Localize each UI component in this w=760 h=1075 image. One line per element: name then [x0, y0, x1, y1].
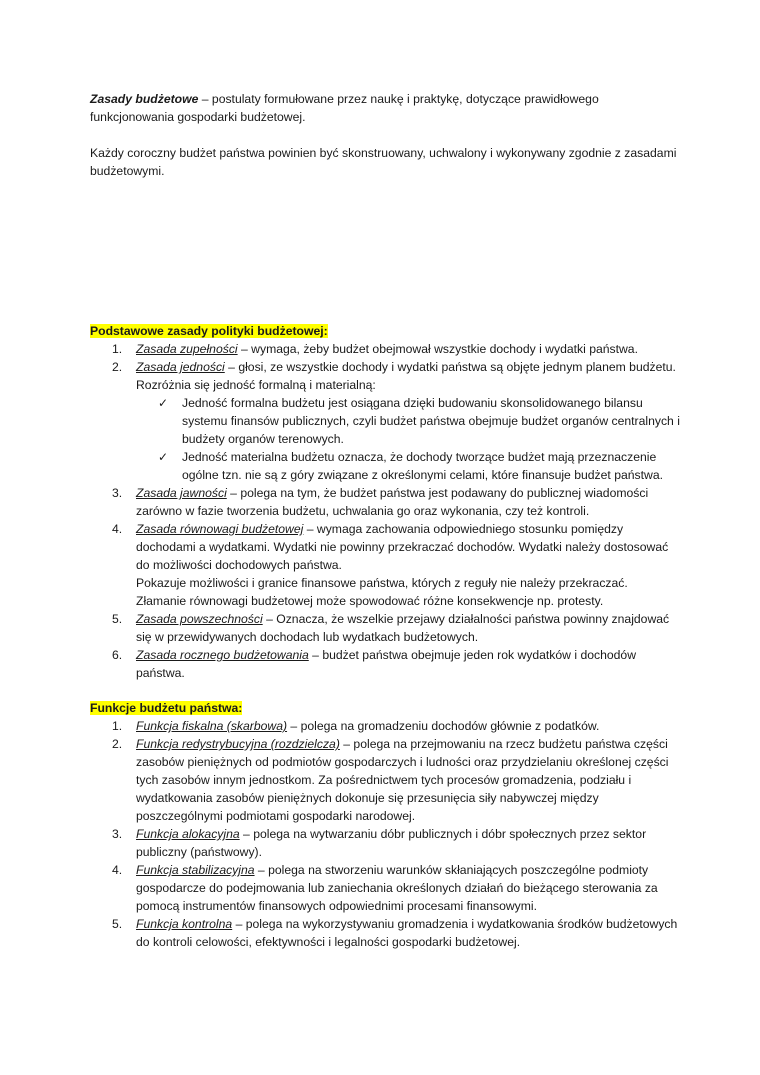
principle-extra: Rozróżnia się jedność formalną i materialną:	[136, 378, 376, 392]
principle-text: – Oznacza, że wszelkie przejawy działalności państwa powinny znajdować się w przewidywanych dochodach lub wydatkach budżetowych.	[136, 612, 670, 644]
list-number: 5.	[112, 612, 123, 626]
sublist-text: Jedność formalna budżetu jest osiągana dzięki budowaniu skonsolidowanego bilansu systemu finansów publicznych, czyli budżet państwa obejmuje budżet organów centralnych i budżety organów terenowych.	[182, 396, 680, 446]
intro-definition-text: – postulaty formułowane przez naukę i praktykę, dotyczące prawidłowego funkcjonowania gospodarki budżetowej.	[90, 92, 599, 124]
function-item	[90, 861, 680, 915]
function-item	[90, 735, 680, 825]
functions-list	[90, 717, 680, 951]
principle-term: Zasada rocznego budżetowania	[136, 648, 309, 662]
principle-extra: Pokazuje możliwości i granice finansowe państwa, których z reguły nie należy przekraczać. Złamanie równowagi budżetowej może spowodować różne konsekwencje np. protesty.	[136, 576, 628, 608]
principle-term: Zasada jedności	[136, 360, 225, 374]
function-term: Funkcja kontrolna	[136, 917, 233, 931]
function-term: Funkcja redystrybucyjna (rozdzielcza)	[136, 737, 340, 751]
unity-sublist	[136, 394, 680, 484]
function-item	[90, 825, 680, 861]
principle-text: – wymaga, żeby budżet obejmował wszystkie dochody i wydatki państwa.	[237, 342, 638, 356]
sublist-item	[136, 448, 680, 484]
checkmark-icon: ✓	[158, 396, 169, 410]
list-number: 5.	[112, 917, 123, 931]
list-number: 6.	[112, 648, 123, 662]
list-number: 2.	[112, 737, 123, 751]
list-number: 3.	[112, 486, 123, 500]
principle-term: Zasada jawności	[136, 486, 227, 500]
intro-term: Zasady budżetowe	[90, 92, 199, 106]
intro-paragraph: Każdy coroczny budżet państwa powinien być skonstruowany, uchwalony i wykonywany zgodnie z zasadami budżetowymi.	[90, 146, 677, 178]
function-term: Funkcja fiskalna (skarbowa)	[136, 719, 288, 733]
function-text: – polega na gromadzeniu dochodów głównie z podatków.	[287, 719, 600, 733]
principle-item	[90, 484, 680, 520]
principle-term: Zasada zupełności	[136, 342, 238, 356]
checkmark-icon: ✓	[158, 450, 169, 464]
principle-item	[90, 340, 680, 358]
sublist-text: Jedność materialna budżetu oznacza, że dochody tworzące budżet mają przeznaczenie ogólne tzn. nie są z góry związane z określonymi celami, które finansuje budżet państwa.	[182, 450, 663, 482]
function-item	[90, 915, 680, 951]
principles-heading	[90, 322, 328, 340]
principle-term: Zasada równowagi budżetowej	[136, 522, 304, 536]
principle-item	[90, 610, 680, 646]
principle-text: – polega na tym, że budżet państwa jest podawany do publicznej wiadomości zarówno w fazie tworzenia budżetu, uchwalania go oraz wykonania, czy też kontroli.	[136, 486, 649, 518]
function-term: Funkcja stabilizacyjna	[136, 863, 255, 877]
principle-term: Zasada powszechności	[136, 612, 263, 626]
principle-item	[90, 646, 680, 682]
function-text: – polega na stworzeniu warunków skłaniających poszczególne podmioty gospodarcze do podejmowania lub zaniechania określonych działań do bieżącego sterowania za pomocą instrumentów finansowych odpowiednimi procesami finansowymi.	[136, 863, 658, 913]
functions-heading-text: Funkcje budżetu państwa:	[90, 701, 243, 715]
list-number: 4.	[112, 522, 123, 536]
sublist-item	[136, 394, 680, 448]
list-number: 4.	[112, 863, 123, 877]
list-number: 1.	[112, 342, 123, 356]
intro-definition	[90, 90, 680, 126]
function-item	[90, 717, 680, 735]
list-number: 3.	[112, 827, 123, 841]
function-term: Funkcja alokacyjna	[136, 827, 240, 841]
principle-item	[90, 520, 680, 610]
principles-list	[90, 340, 680, 682]
function-text: – polega na przejmowaniu na rzecz budżetu państwa części zasobów pieniężnych od podmiotów gospodarczych i ludności oraz przydzielaniu określonej części tych zasobów innym jednostkom. Za pośrednictwem tych procesów gromadzenia, podziału i wydatkowania zasobów pieniężnych dokonuje się przesunięcia siły nabywczej między poszczególnymi podmiotami gospodarki narodowej.	[136, 737, 669, 823]
function-text: – polega na wytwarzaniu dóbr publicznych i dóbr społecznych przez sektor publiczny (państwowy).	[136, 827, 647, 859]
list-number: 2.	[112, 360, 123, 374]
principle-text: – głosi, ze wszystkie dochody i wydatki państwa są objęte jednym planem budżetu.	[224, 360, 676, 374]
function-text: – polega na wykorzystywaniu gromadzenia i wydatkowania środków budżetowych do kontroli celowości, efektywności i legalności gospodarki budżetowej.	[136, 917, 678, 949]
principle-item	[90, 358, 680, 484]
principle-text: – budżet państwa obejmuje jeden rok wydatków i dochodów państwa.	[136, 648, 637, 680]
principle-text: – wymaga zachowania odpowiedniego stosunku pomiędzy dochodami a wydatkami. Wydatki nie powinny przekraczać dochodów. Wydatki należy dostosować do możliwości dochodowych państwa.	[136, 522, 669, 572]
functions-heading	[90, 699, 242, 717]
principles-heading-text: Podstawowe zasady polityki budżetowej:	[90, 324, 328, 338]
list-number: 1.	[112, 719, 123, 733]
